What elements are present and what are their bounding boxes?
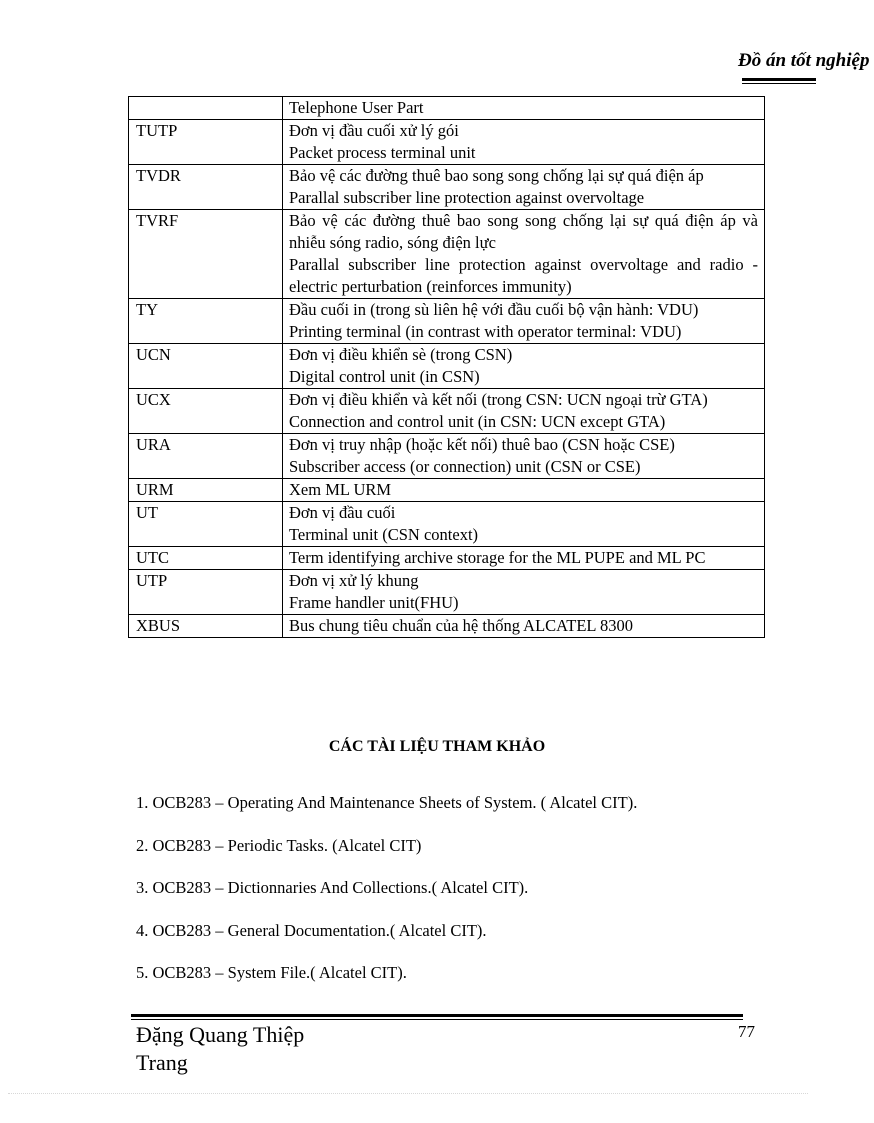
table-row [129,389,765,434]
description-line: Bảo vệ các đường thuê bao song song chống lại sự quá điện áp và nhiễu sóng radio, sóng điện lực [289,211,758,252]
description-line: Bảo vệ các đường thuê bao song song chống lại sự quá điện áp [289,166,704,185]
table-row [129,479,765,502]
footer-rule [131,1014,743,1017]
abbreviation-code: URM [129,479,283,502]
page-bottom-divider [8,1093,808,1094]
description-line: Printing terminal (in contrast with operator terminal: VDU) [289,322,682,341]
description-line: Term identifying archive storage for the ML PUPE and ML PC [289,548,706,567]
abbreviation-description [283,479,765,502]
description-line: Đầu cuối in (trong sù liên hệ với đầu cuối bộ vận hành: VDU) [289,300,699,319]
abbreviation-description [283,570,765,615]
abbreviation-code: UT [129,502,283,547]
page-number: 77 [738,1022,755,1041]
table-row [129,165,765,210]
description-line: Digital control unit (in CSN) [289,367,480,386]
table-row [129,434,765,479]
author-line-1: Đặng Quang Thiệp [136,1022,305,1047]
abbreviation-description [283,210,765,299]
abbreviation-code: TUTP [129,120,283,165]
abbreviation-description [283,165,765,210]
abbreviation-description [283,434,765,479]
header-rule [742,78,816,81]
table-row [129,120,765,165]
description-line: Frame handler unit(FHU) [289,593,459,612]
description-line: Đơn vị đầu cuối [289,503,396,522]
abbreviation-description [283,615,765,638]
references-list [136,793,637,1006]
description-line: Đơn vị xử lý khung [289,571,419,590]
abbreviation-code: UCX [129,389,283,434]
author-name [136,1021,304,1077]
abbreviation-code [129,97,283,120]
references-title: CÁC TÀI LIỆU THAM KHẢO [328,738,546,755]
footer-rule-thin [131,1019,743,1020]
header-title: Đồ án tốt nghiệp [738,50,870,71]
abbreviation-description [283,547,765,570]
table-row [129,344,765,389]
author-line-2: Trang [136,1050,188,1075]
abbreviation-code: XBUS [129,615,283,638]
abbreviation-description [283,502,765,547]
table-row [129,615,765,638]
table-row [129,547,765,570]
table-row [129,502,765,547]
abbreviation-code: TVRF [129,210,283,299]
table-row [129,299,765,344]
description-line: Đơn vị điều khiển và kết nối (trong CSN: UCN ngoại trừ GTA) [289,390,708,409]
abbreviation-description [283,299,765,344]
abbreviation-code: UCN [129,344,283,389]
abbreviation-description [283,344,765,389]
table-row [129,97,765,120]
reference-item: 5. OCB283 – System File.( Alcatel CIT). [136,963,407,982]
description-line: Đơn vị điều khiển sè (trong CSN) [289,345,513,364]
abbreviation-code: URA [129,434,283,479]
description-line: Parallal subscriber line protection against overvoltage and radio - electric perturbation (reinforces immunity) [289,255,758,296]
abbreviation-description [283,389,765,434]
abbreviation-description [283,97,765,120]
description-line: Đơn vị đầu cuối xử lý gói [289,121,459,140]
description-line: Xem ML URM [289,480,392,499]
reference-item: 3. OCB283 – Dictionnaries And Collections.( Alcatel CIT). [136,878,529,897]
reference-item: 1. OCB283 – Operating And Maintenance Sheets of System. ( Alcatel CIT). [136,793,638,812]
abbreviation-description [283,120,765,165]
abbreviation-table [128,96,765,638]
description-line: Subscriber access (or connection) unit (CSN or CSE) [289,457,641,476]
table-row [129,210,765,299]
description-line: Đơn vị truy nhập (hoặc kết nối) thuê bao (CSN hoặc CSE) [289,435,675,454]
abbreviation-code: TY [129,299,283,344]
reference-item: 2. OCB283 – Periodic Tasks. (Alcatel CIT) [136,835,422,855]
description-line: Connection and control unit (in CSN: UCN except GTA) [289,412,666,431]
table-row [129,570,765,615]
description-line: Bus chung tiêu chuẩn của hệ thống ALCATEL 8300 [289,616,633,635]
description-line: Terminal unit (CSN context) [289,525,479,544]
description-line: Packet process terminal unit [289,143,476,162]
abbreviation-code: UTC [129,547,283,570]
abbreviation-code: UTP [129,570,283,615]
description-line: Telephone User Part [289,98,424,117]
description-line: Parallal subscriber line protection against overvoltage [289,188,645,207]
header-rule-thin [742,83,816,84]
abbreviation-code: TVDR [129,165,283,210]
reference-item: 4. OCB283 – General Documentation.( Alcatel CIT). [136,920,487,940]
